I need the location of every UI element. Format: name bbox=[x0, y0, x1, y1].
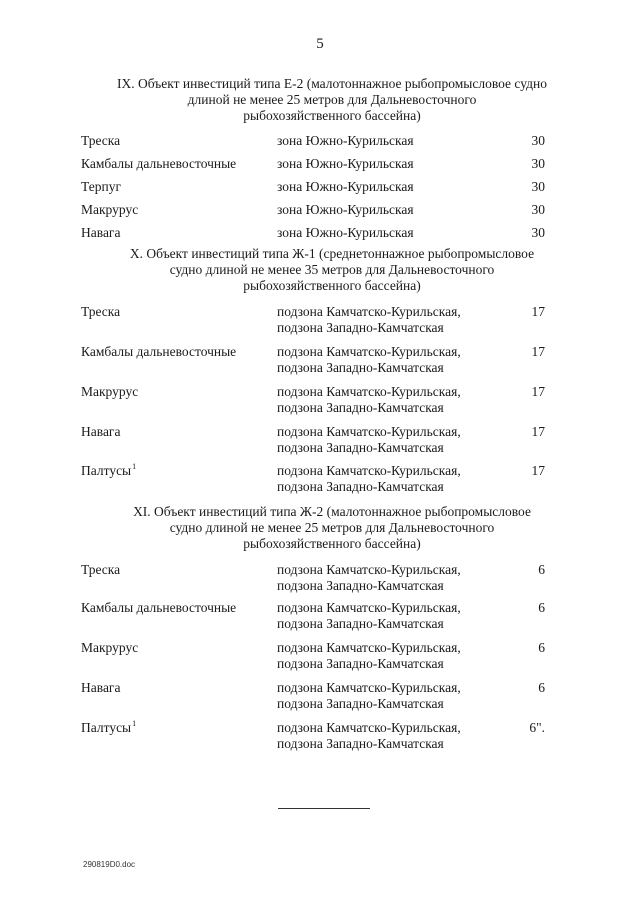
species-name: Палтусы$^1$ bbox=[81, 719, 137, 735]
species-name: Камбалы дальневосточные bbox=[81, 344, 237, 359]
quantity: 17 bbox=[531, 304, 545, 319]
heading-line: рыбохозяйственного бассейна) bbox=[243, 278, 421, 293]
fishing-zone: подзона Камчатско-Курильская, подзона Западно-Камчатская bbox=[277, 304, 461, 335]
heading-line: IX. Объект инвестиций типа Е-2 (малотоннажное рыбопромысловое судно bbox=[117, 76, 547, 91]
fishing-zone: подзона Камчатско-Курильская, подзона Западно-Камчатская bbox=[277, 600, 461, 631]
species-name: Палтусы$^1$ bbox=[81, 462, 137, 478]
fishing-zone: подзона Камчатско-Курильская, подзона Западно-Камчатская bbox=[277, 562, 461, 593]
footnote-marker: 1 bbox=[132, 719, 137, 728]
heading-line: судно длиной не менее 25 метров для Дальневосточного bbox=[169, 520, 495, 535]
species-name: Макрурус bbox=[81, 202, 139, 217]
document-id: 290819D0.doc bbox=[83, 860, 136, 869]
quantity: 30 bbox=[531, 179, 545, 194]
quantity: 6 bbox=[538, 562, 545, 577]
species-name: Навага bbox=[81, 680, 121, 695]
fishing-zone: подзона Камчатско-Курильская, подзона Западно-Камчатская bbox=[277, 344, 461, 375]
quantity: 17 bbox=[531, 463, 545, 478]
fishing-zone: зона Южно-Курильская bbox=[277, 202, 414, 217]
heading-line: длиной не менее 25 метров для Дальневосточного bbox=[187, 92, 477, 107]
quantity: 30 bbox=[531, 225, 545, 240]
species-name: Макрурус bbox=[81, 384, 139, 399]
species-name: Навага bbox=[81, 424, 121, 439]
species-name: Навага bbox=[81, 225, 121, 240]
quantity: 30 bbox=[531, 156, 545, 171]
quantity: 30 bbox=[531, 202, 545, 217]
fishing-zone: зона Южно-Курильская bbox=[277, 225, 414, 240]
quantity: 6 bbox=[538, 640, 545, 655]
species-name: Макрурус bbox=[81, 640, 139, 655]
page-number: 5 bbox=[316, 36, 324, 52]
species-name: Камбалы дальневосточные bbox=[81, 600, 237, 615]
quantity: 17 bbox=[531, 344, 545, 359]
fishing-zone: зона Южно-Курильская bbox=[277, 179, 414, 194]
species-name: Камбалы дальневосточные bbox=[81, 156, 237, 171]
fishing-zone: подзона Камчатско-Курильская, подзона Западно-Камчатская bbox=[277, 680, 461, 711]
fishing-zone: подзона Камчатско-Курильская, подзона Западно-Камчатская bbox=[277, 384, 461, 415]
section-heading bbox=[62, 76, 602, 124]
heading-line: судно длиной не менее 35 метров для Дальневосточного bbox=[169, 262, 495, 277]
species-name: Треска bbox=[81, 304, 121, 319]
footnote-marker: 1 bbox=[132, 462, 137, 471]
fishing-zone: подзона Камчатско-Курильская, подзона Западно-Камчатская bbox=[277, 424, 461, 455]
heading-line: рыбохозяйственного бассейна) bbox=[243, 108, 421, 123]
heading-line: XI. Объект инвестиций типа Ж-2 (малотоннажное рыбопромысловое bbox=[133, 504, 531, 519]
fishing-zone: подзона Камчатско-Курильская, подзона Западно-Камчатская bbox=[277, 720, 461, 751]
fishing-zone: зона Южно-Курильская bbox=[277, 133, 414, 148]
quantity: 6 bbox=[538, 680, 545, 695]
heading-line: рыбохозяйственного бассейна) bbox=[243, 536, 421, 551]
quantity: 17 bbox=[531, 384, 545, 399]
section-heading bbox=[62, 246, 602, 294]
quantity: 17 bbox=[531, 424, 545, 439]
species-name: Терпуг bbox=[81, 179, 121, 194]
section-heading bbox=[62, 504, 602, 552]
footnote-separator bbox=[278, 808, 370, 809]
quantity: 30 bbox=[531, 133, 545, 148]
fishing-zone: зона Южно-Курильская bbox=[277, 156, 414, 171]
heading-line: X. Объект инвестиций типа Ж-1 (среднетоннажное рыбопромысловое bbox=[129, 246, 535, 261]
fishing-zone: подзона Камчатско-Курильская, подзона Западно-Камчатская bbox=[277, 640, 461, 671]
species-name: Треска bbox=[81, 133, 121, 148]
species-name: Треска bbox=[81, 562, 121, 577]
fishing-zone: подзона Камчатско-Курильская, подзона Западно-Камчатская bbox=[277, 463, 461, 494]
quantity: 6 bbox=[538, 600, 545, 615]
quantity: 6". bbox=[529, 720, 545, 735]
